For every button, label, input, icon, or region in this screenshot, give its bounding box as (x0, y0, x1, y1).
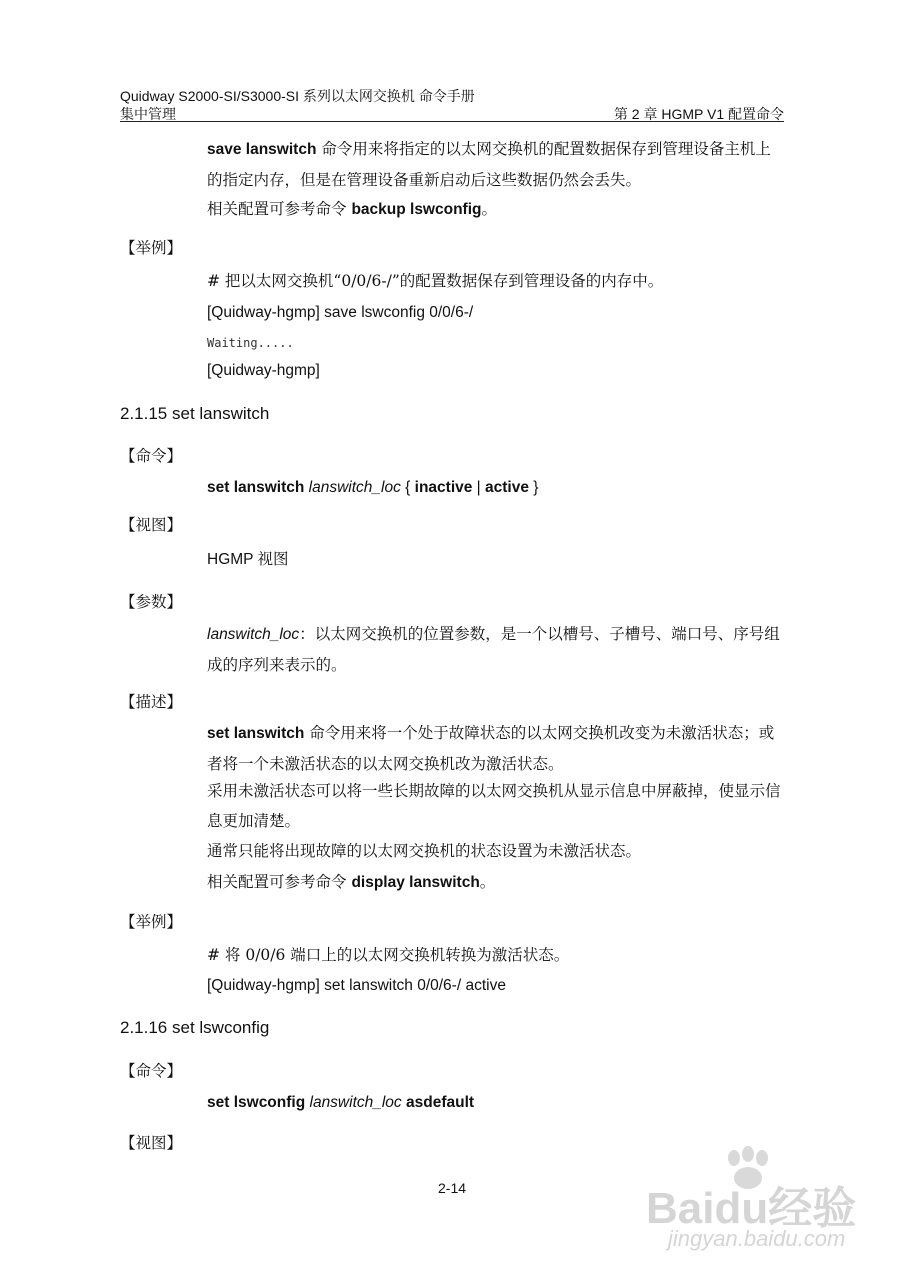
command-syntax (207, 473, 538, 503)
section-tag-command: 【命令】 (120, 447, 183, 465)
paragraph-text: 命令用来将指定的以太网交换机的配置数据保存到管理设备主机上的指定内存，但是在管理设备重新启动后这些数据仍然会丢失。 (207, 140, 771, 189)
section-heading: 2.1.15 set lanswitch (120, 404, 270, 423)
command-keyword: set lanswitch (207, 725, 305, 742)
header-chapter: 第 2 章 HGMP V1 配置命令 (613, 106, 784, 122)
paragraph-text: 相关配置可参考命令 (207, 873, 352, 891)
section-heading: 2.1.16 set lswconfig (120, 1018, 270, 1037)
view-text: HGMP 视图 (207, 551, 289, 568)
paragraph-text: 。 (479, 873, 496, 891)
header-subtitle: 集中管理 (120, 106, 176, 122)
section-tag-view: 【视图】 (120, 1134, 183, 1152)
page-number: 2-14 (438, 1180, 467, 1196)
paragraph-text: ：以太网交换机的位置参数，是一个以槽号、子槽号、端口号、序号组成的序列来表示的。 (207, 625, 780, 674)
description-paragraph-1 (207, 718, 785, 780)
section-tag-parameter: 【参数】 (120, 593, 183, 611)
example-prompt: [Quidway-hgmp] (207, 362, 320, 379)
paragraph-related-command (207, 194, 785, 225)
command-parameter: lanswitch_loc (308, 479, 401, 496)
command-keyword: set lanswitch (207, 479, 309, 496)
example-command: [Quidway-hgmp] set lanswitch 0/0/6-/ active (207, 977, 506, 994)
command-keyword: backup lswconfig (351, 201, 482, 218)
header-title: Quidway S2000-SI/S3000-SI 系列以太网交换机 命令手册 (120, 88, 475, 104)
description-paragraph-4 (207, 867, 785, 898)
watermark-url: jingyan.baidu.com (668, 1226, 846, 1251)
command-keyword: set lswconfig (207, 1094, 310, 1111)
paragraph-save-lanswitch (207, 134, 785, 196)
paragraph-text: 。 (481, 200, 498, 218)
syntax-symbol: { (400, 479, 415, 496)
example-output: Waiting..... (207, 336, 294, 350)
command-option: inactive (414, 479, 473, 496)
watermark-brand: Baidu经验 (646, 1184, 857, 1233)
section-tag-view: 【视图】 (120, 516, 183, 534)
header-rule (120, 121, 784, 122)
section-tag-example: 【举例】 (120, 239, 183, 257)
command-syntax (207, 1088, 474, 1118)
command-option: active (485, 479, 529, 496)
command-keyword: display lanswitch (351, 874, 480, 891)
parameter-description (207, 619, 785, 681)
description-paragraph-3: 通常只能将出现故障的以太网交换机的状态设置为未激活状态。 (207, 842, 642, 860)
syntax-symbol: } (528, 479, 539, 496)
command-option: asdefault (401, 1094, 475, 1111)
example-command: [Quidway-hgmp] save lswconfig 0/0/6-/ (207, 304, 474, 321)
paragraph-text: 命令用来将一个处于故障状态的以太网交换机改变为未激活状态；或者将一个未激活状态的以太网交换机改为激活状态。 (207, 724, 775, 773)
command-keyword: save lanswitch (207, 141, 317, 158)
paragraph-text: 相关配置可参考命令 (207, 200, 352, 218)
section-tag-description: 【描述】 (120, 693, 183, 711)
syntax-symbol: | (472, 479, 486, 496)
section-tag-example: 【举例】 (120, 913, 183, 931)
command-parameter: lanswitch_loc (207, 626, 300, 643)
example-comment: # 将 0/0/6 端口上的以太网交换机转换为激活状态。 (207, 946, 570, 964)
example-comment: # 把以太网交换机“0/0/6-/”的配置数据保存到管理设备的内存中。 (207, 272, 664, 290)
command-parameter: lanswitch_loc (309, 1094, 402, 1111)
description-paragraph-2: 采用未激活状态可以将一些长期故障的以太网交换机从显示信息中屏蔽掉，使显示信息更加清楚。 (207, 782, 781, 830)
section-tag-command: 【命令】 (120, 1062, 183, 1080)
